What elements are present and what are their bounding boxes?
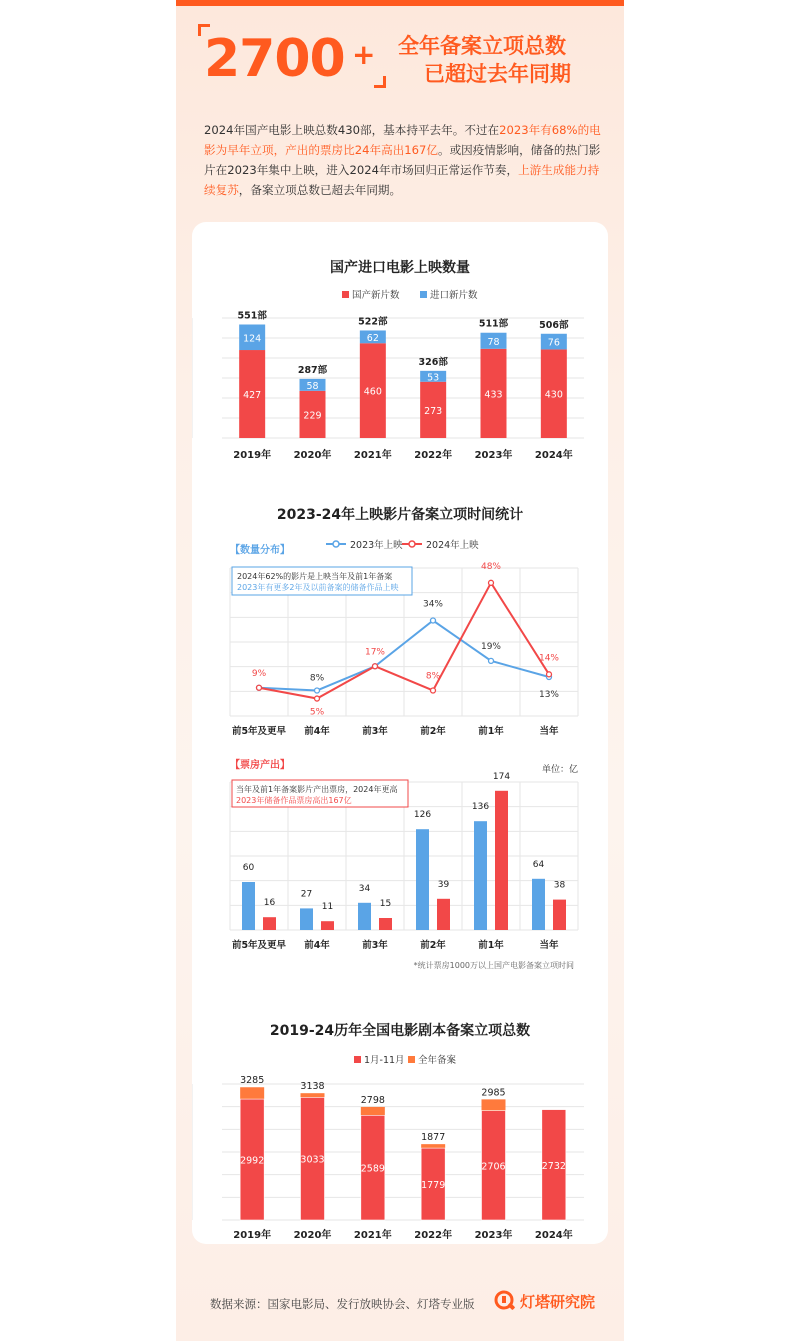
footer-source: 数据来源：国家电影局、发行放映协会、灯塔专业版 <box>210 1297 475 1311</box>
chart3-value-2024: 16 <box>263 898 276 909</box>
chart1-value-domestic: 460 <box>363 386 382 398</box>
chart1-value-import: 76 <box>547 337 560 349</box>
chart3-value-2024: 11 <box>321 902 334 913</box>
chart1-category-label: 2019年 <box>233 450 272 461</box>
chart1-category-label: 2022年 <box>414 450 453 461</box>
hero-plus: + <box>352 38 376 71</box>
chart4-total-label: 2798 <box>360 1094 385 1106</box>
chart2-annotation-line2: 2023年有更多2年及以前备案的储备作品上映 <box>237 583 399 592</box>
chart4-total-label: 3285 <box>240 1075 265 1087</box>
chart1-total-label: 326部 <box>418 356 448 368</box>
chart3-annotation-line1: 当年及前1年备案影片产出票房，2024年更高 <box>236 785 398 794</box>
chart3-bar-2024 <box>379 918 392 930</box>
chart1-value-import: 58 <box>306 380 319 392</box>
chart3-category-label: 当年 <box>539 940 559 951</box>
lighthouse-logo-icon <box>494 1290 516 1312</box>
chart1-total-label: 551部 <box>237 310 267 322</box>
chart-filing-distribution <box>230 506 578 737</box>
chart2-point-label: 9% <box>251 668 267 679</box>
hero-number: 2700 <box>204 29 345 89</box>
chart1-legend-domestic-swatch <box>342 291 349 298</box>
chart3-category-label: 前2年 <box>420 940 446 951</box>
logo-text: 灯塔研究院 <box>520 1292 596 1311</box>
chart1-value-domestic: 433 <box>484 389 503 401</box>
chart1-value-domestic: 427 <box>243 390 262 402</box>
chart2-point-label: 8% <box>425 671 441 682</box>
chart4-total-label: 3138 <box>300 1081 325 1093</box>
chart3-bar-2024 <box>263 917 276 930</box>
chart2-point-label: 13% <box>538 690 560 701</box>
top-accent-bar <box>176 0 624 6</box>
chart3-category-label: 前4年 <box>304 940 330 951</box>
chart2-category-label: 前2年 <box>420 726 446 737</box>
chart3-value-2023: 126 <box>413 810 432 821</box>
chart2-annotation-line1: 2024年62%的影片是上映当年及前1年备案 <box>237 572 393 581</box>
chart2-point-label: 48% <box>480 561 502 572</box>
chart4-category-label: 2020年 <box>293 1230 332 1241</box>
bracket-bottom-right <box>374 76 386 88</box>
chart4-legend-jan-nov-label: 1月-11月 <box>364 1055 405 1066</box>
chart3-value-2024: 174 <box>492 771 511 782</box>
chart-script-filings <box>192 1022 584 1241</box>
intro-highlight-1: 2023年有68%的电影为早年立项，产出的票房比24年高出167亿 <box>204 123 601 157</box>
chart2-point-label: 19% <box>480 641 502 652</box>
chart3-value-2024: 39 <box>437 879 450 890</box>
chart2-category-label: 前5年及更早 <box>231 726 287 737</box>
chart2-category-label: 当年 <box>539 726 559 737</box>
chart2-point <box>315 696 320 701</box>
chart3-value-2023: 136 <box>471 802 490 813</box>
chart1-category-label: 2020年 <box>293 450 332 461</box>
chart2-category-label: 前1年 <box>478 726 504 737</box>
chart2-legend-2024-label: 2024年上映 <box>426 540 479 551</box>
chart1-value-domestic: 273 <box>424 405 443 417</box>
chart1-legend-import-swatch <box>420 291 427 298</box>
hero-headline-line2: 已超过去年同期 <box>424 62 571 86</box>
chart1-value-import: 78 <box>487 336 500 348</box>
chart3-bar-2023 <box>242 882 255 930</box>
chart3-category-label: 前3年 <box>362 940 388 951</box>
chart2-category-label: 前4年 <box>304 726 330 737</box>
chart4-value-jan-nov: 2706 <box>481 1161 506 1173</box>
chart3-bar-2023 <box>300 908 313 930</box>
chart2-legend-2024-marker <box>409 541 415 547</box>
chart2-point-label: 17% <box>364 647 386 658</box>
chart4-title: 2019-24历年全国电影剧本备案立项总数 <box>269 1023 531 1039</box>
chart1-legend-import-label: 进口新片数 <box>430 290 478 301</box>
chart2-point <box>547 672 552 677</box>
chart2-point <box>431 688 436 693</box>
chart3-bar-2023 <box>416 829 429 930</box>
chart2-point <box>373 664 378 669</box>
chart3-category-label: 前1年 <box>478 940 504 951</box>
chart2-point <box>489 580 494 585</box>
chart2-section-label: 【数量分布】 <box>230 545 290 556</box>
chart2-point <box>315 688 320 693</box>
chart3-section-label: 【票房产出】 <box>230 760 290 771</box>
chart4-value-jan-nov: 3033 <box>300 1154 325 1166</box>
chart1-legend-domestic-label: 国产新片数 <box>352 290 400 301</box>
hero-headline-line1: 全年备案立项总数 <box>398 34 566 58</box>
chart4-total-label: 2985 <box>481 1087 506 1099</box>
chart2-legend-2023-label: 2023年上映 <box>350 540 403 551</box>
charts-card <box>192 222 608 1244</box>
chart3-value-2023: 60 <box>242 863 255 873</box>
chart4-value-jan-nov: 2589 <box>360 1163 385 1175</box>
chart1-category-label: 2023年 <box>474 450 513 461</box>
poster <box>176 0 624 1341</box>
chart3-bar-2024 <box>437 899 450 930</box>
chart4-legend-jan-nov-swatch <box>354 1056 361 1063</box>
chart2-point-label: 34% <box>422 599 444 610</box>
footer-logo <box>494 1290 595 1312</box>
chart4-value-jan-nov: 1779 <box>421 1180 446 1192</box>
chart4-value-jan-nov: 2992 <box>240 1155 265 1167</box>
chart-release-counts <box>192 259 584 461</box>
chart4-legend-full-year-swatch <box>408 1056 415 1063</box>
chart2-point-label: 14% <box>538 653 560 664</box>
chart3-bar-2024 <box>553 900 566 930</box>
chart4-category-label: 2021年 <box>353 1230 392 1241</box>
chart3-value-2023: 27 <box>300 889 313 900</box>
chart1-title: 国产进口电影上映数量 <box>330 260 470 276</box>
chart1-total-label: 511部 <box>478 318 509 330</box>
chart1-value-import: 124 <box>243 333 262 345</box>
chart3-bar-2024 <box>495 791 508 930</box>
intro-highlight-2: 上游生成能力持续复苏 <box>204 163 600 197</box>
chart2-point-label: 8% <box>309 673 325 684</box>
intro-paragraph <box>204 120 604 200</box>
chart2-point <box>257 685 262 690</box>
chart4-value-jan-nov: 2732 <box>541 1160 566 1172</box>
chart3-value-2024: 38 <box>553 880 566 891</box>
chart1-total-label: 522部 <box>358 316 388 328</box>
chart3-value-2023: 34 <box>358 883 371 894</box>
chart2-category-label: 前3年 <box>362 726 388 737</box>
chart3-footnote: *统计票房1000万以上国产电影备案立项时间 <box>413 961 574 970</box>
chart1-category-label: 2024年 <box>534 450 573 461</box>
chart3-unit-label: 单位：亿 <box>541 765 578 775</box>
chart3-bar-2024 <box>321 921 334 930</box>
chart3-category-label: 前5年及更早 <box>231 940 287 951</box>
chart1-value-import: 62 <box>366 332 379 344</box>
chart3-bar-2023 <box>358 903 371 930</box>
chart3-bar-2023 <box>474 821 487 930</box>
chart1-total-label: 506部 <box>539 319 569 331</box>
chart1-value-domestic: 430 <box>544 389 563 401</box>
chart2-point <box>489 658 494 663</box>
chart1-total-label: 287部 <box>297 364 328 376</box>
chart1-value-domestic: 229 <box>303 410 322 422</box>
chart4-legend-full-year-label: 全年备案 <box>418 1055 457 1066</box>
chart3-value-2023: 64 <box>532 859 545 870</box>
chart2-point <box>431 618 436 623</box>
chart4-category-label: 2023年 <box>474 1230 513 1241</box>
chart2-point-label: 5% <box>309 707 325 718</box>
chart3-bar-2023 <box>532 879 545 930</box>
chart3-annotation-line2: 2023年储备作品票房高出167亿 <box>236 796 352 805</box>
charts-svg <box>192 222 608 1244</box>
chart4-category-label: 2024年 <box>534 1230 573 1241</box>
intro-text-3: ，备案立项总数已超去年同期。 <box>238 183 402 197</box>
chart-boxoffice-output <box>230 758 578 970</box>
chart4-category-label: 2022年 <box>414 1230 453 1241</box>
chart2-legend-2023-marker <box>333 541 339 547</box>
chart1-value-import: 53 <box>427 372 440 384</box>
chart2-title: 2023-24年上映影片备案立项时间统计 <box>276 507 524 523</box>
chart4-category-label: 2019年 <box>233 1230 272 1241</box>
intro-text-1: 2024年国产电影上映总数430部，基本持平去年。不过在 <box>204 123 500 137</box>
intro-text-2: 。或因疫情影响，储备的热门影片在2023年集中上映，进入2024年市场回归正常运作节奏， <box>204 143 601 177</box>
chart4-total-label: 1877 <box>421 1132 446 1144</box>
chart3-value-2024: 15 <box>379 899 392 909</box>
chart1-category-label: 2021年 <box>353 450 392 461</box>
